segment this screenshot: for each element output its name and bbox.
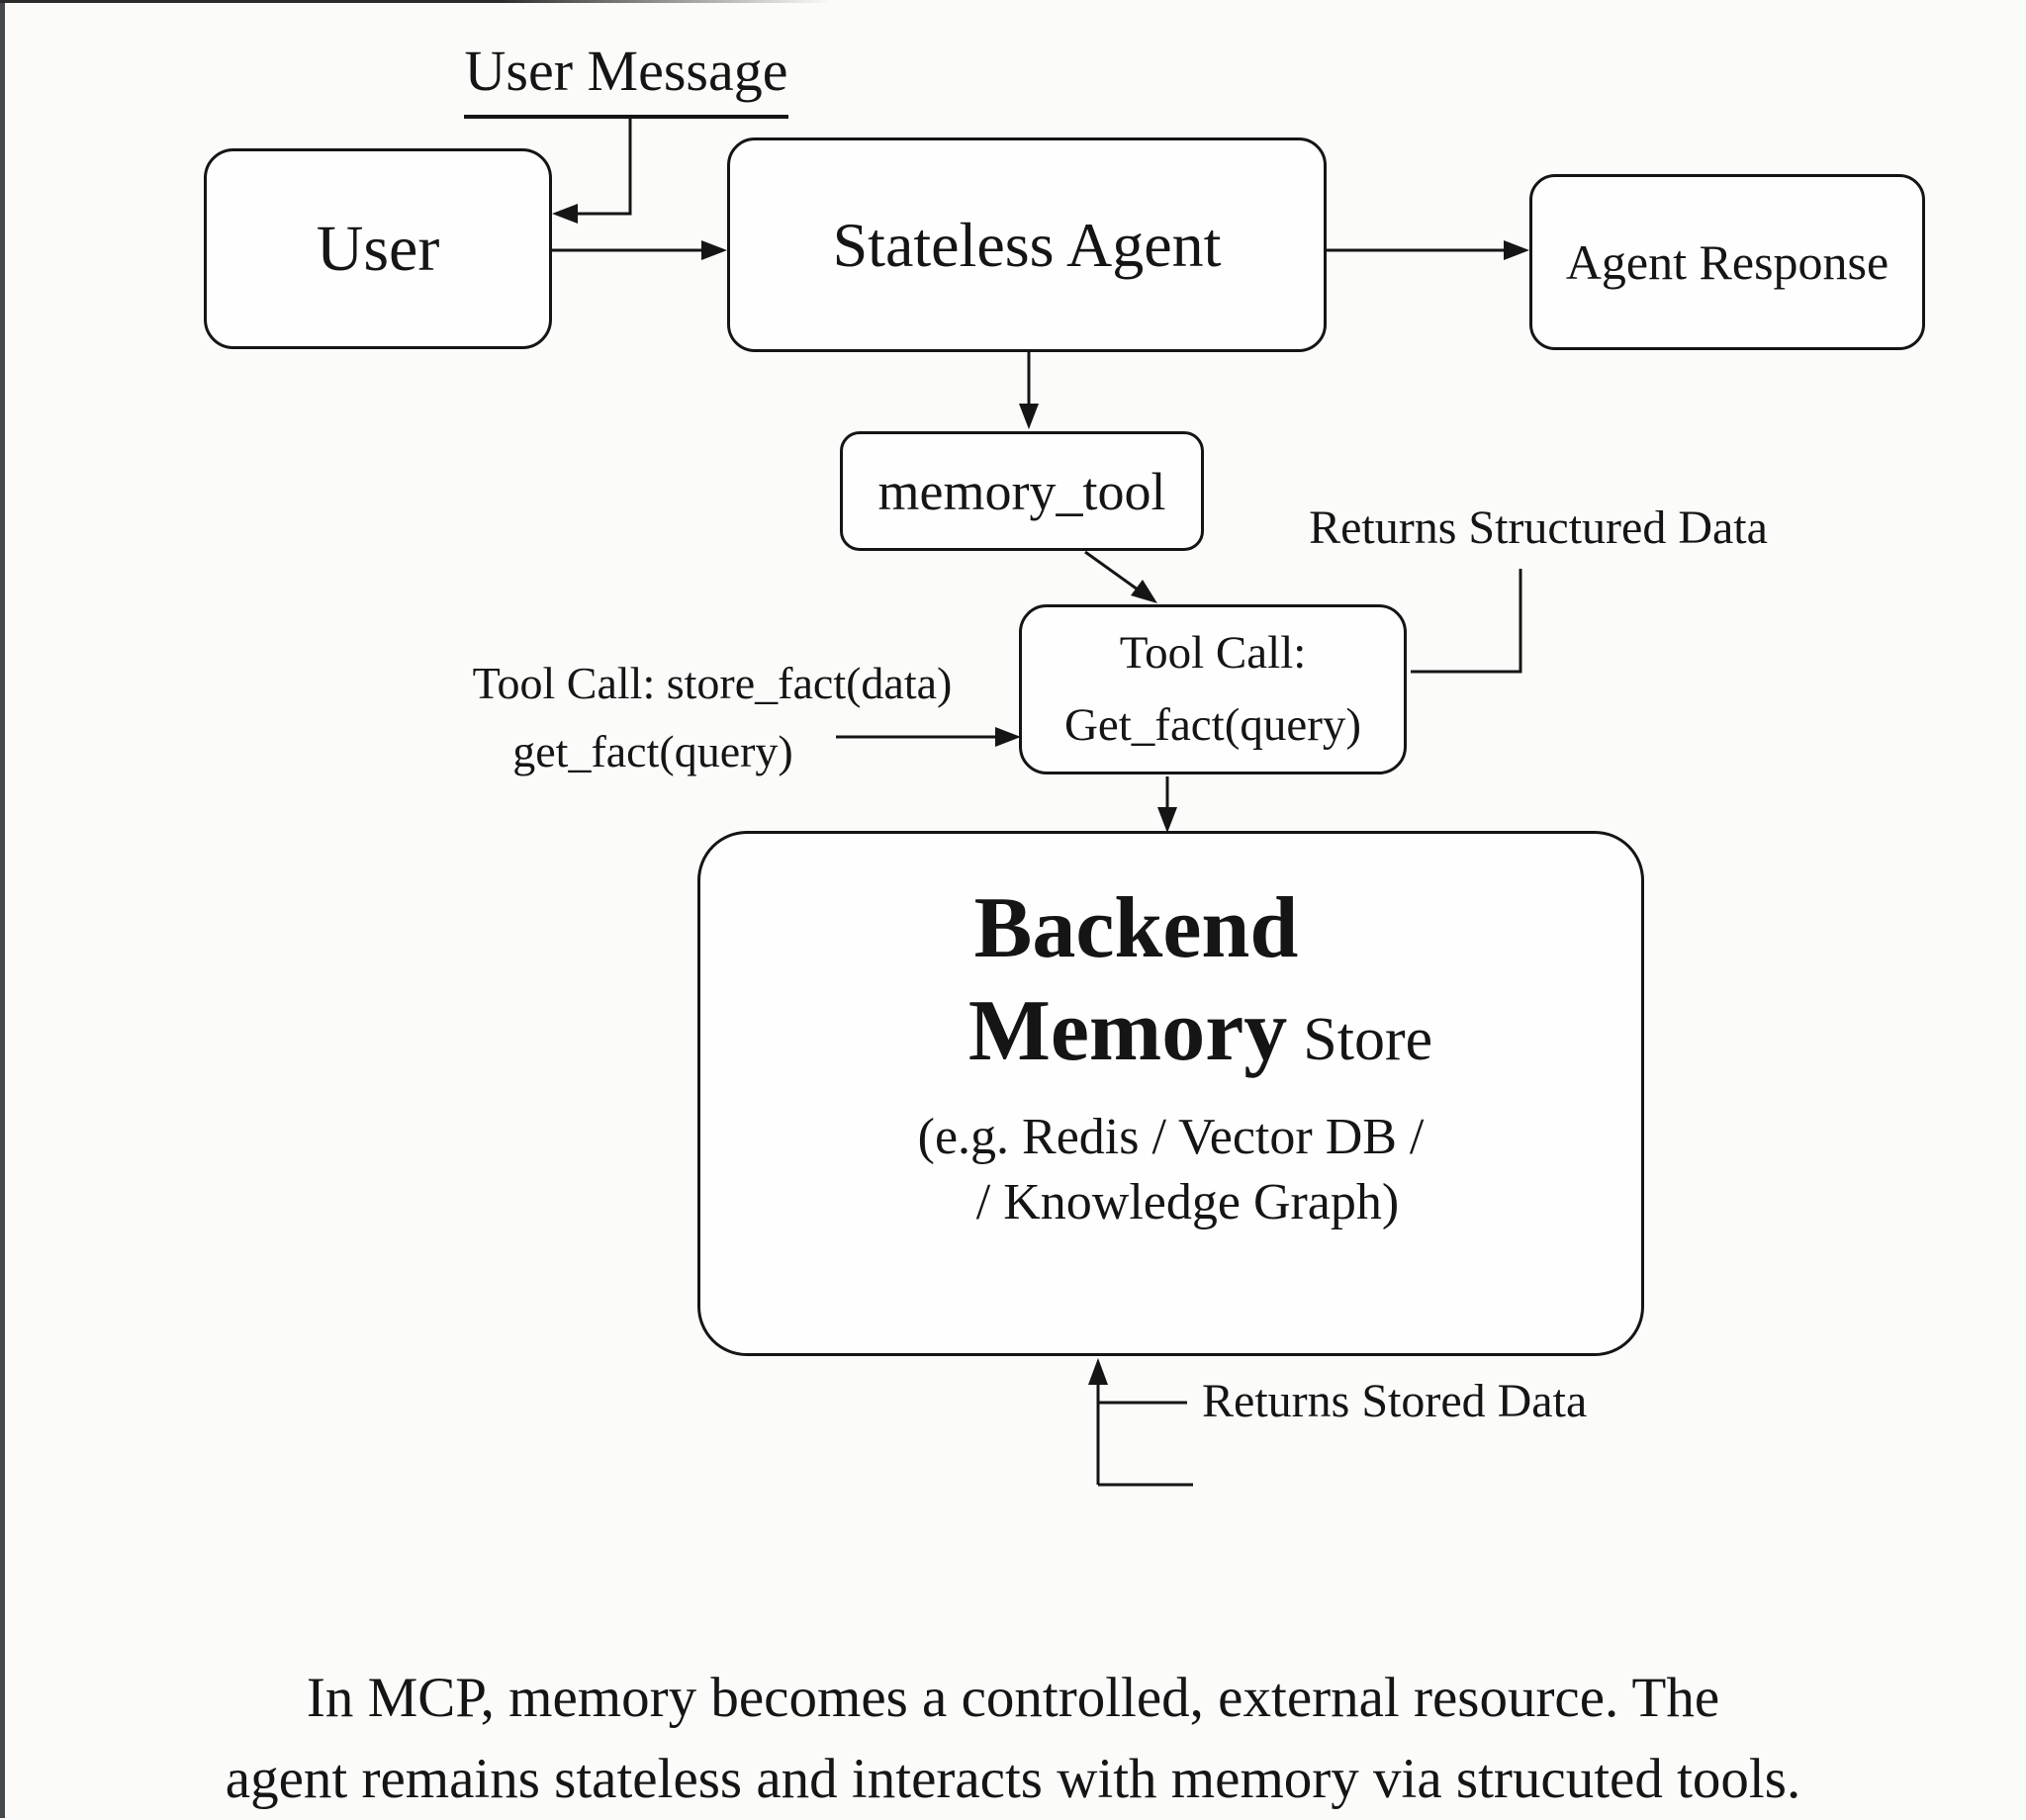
arrowhead-up-into-backend <box>1088 1358 1108 1385</box>
tool-call-label-line1: Tool Call: <box>1119 627 1307 679</box>
arrowhead-right-into-agent <box>701 240 727 260</box>
store-fact-label-line1: Tool Call: store_fact(data) <box>472 658 953 708</box>
store-fact-label-line2: get_fact(query) <box>512 726 793 776</box>
stateless-agent-node <box>727 137 1327 352</box>
user-node-label: User <box>316 212 440 285</box>
returns-stored-data-label: Returns Stored Data <box>1202 1375 1588 1427</box>
caption-line2: agent remains stateless and interacts with memory via strucuted tools. <box>225 1748 1801 1810</box>
arrowhead-down-into-memory-tool <box>1019 404 1039 429</box>
caption <box>0 1658 2026 1820</box>
connector-tool-call-to-backend <box>1157 776 1177 833</box>
arrowhead-down-into-backend <box>1157 807 1177 833</box>
memory-tool-node <box>840 431 1204 551</box>
agent-response-label: Agent Response <box>1565 234 1889 290</box>
backend-title-line2 <box>968 980 1432 1091</box>
memory-tool-to-tool-call-line <box>1085 552 1138 590</box>
caption-line1: In MCP, memory becomes a controlled, external resource. The <box>306 1667 1720 1729</box>
tool-call-node <box>1019 604 1407 774</box>
user-node <box>204 148 552 349</box>
backend-memory-word: Memory <box>967 983 1288 1079</box>
returns-structured-elbow-line <box>1411 569 1520 672</box>
connector-user-to-agent <box>552 240 727 260</box>
agent-response-node <box>1529 174 1925 350</box>
backend-subtitle-line2: / Knowledge Graph) <box>975 1174 1400 1230</box>
stateless-agent-label: Stateless Agent <box>832 209 1222 280</box>
backend-store-word: Store <box>1303 1006 1433 1073</box>
connector-agent-to-response <box>1327 240 1529 260</box>
user-message-drop-line <box>562 117 630 214</box>
memory-tool-label: memory_tool <box>877 461 1166 521</box>
tool-call-label-line2: Get_fact(query) <box>1063 699 1362 751</box>
connector-memory-tool-to-tool-call <box>1085 552 1157 603</box>
backend-subtitle-line1: (e.g. Redis / Vector DB / <box>917 1109 1425 1165</box>
connector-agent-to-memory-tool <box>1019 352 1039 429</box>
connector-returns-structured <box>1411 569 1520 672</box>
arrowhead-right-into-response <box>1504 240 1529 260</box>
user-message-label: User Message <box>464 39 788 103</box>
backend-subtitle <box>918 1105 1425 1235</box>
backend-title-line1: Backend <box>973 880 1299 976</box>
arrowhead-right-into-tool-call <box>995 727 1021 747</box>
returns-structured-data-label: Returns Structured Data <box>1309 501 1768 554</box>
arrowhead-left-into-user <box>552 204 578 224</box>
connector-store-fact <box>836 727 1021 747</box>
backend-memory-node <box>697 831 1644 1356</box>
connector-returns-stored <box>1088 1358 1193 1485</box>
arrowhead-diagonal-into-tool-call <box>1131 580 1157 603</box>
